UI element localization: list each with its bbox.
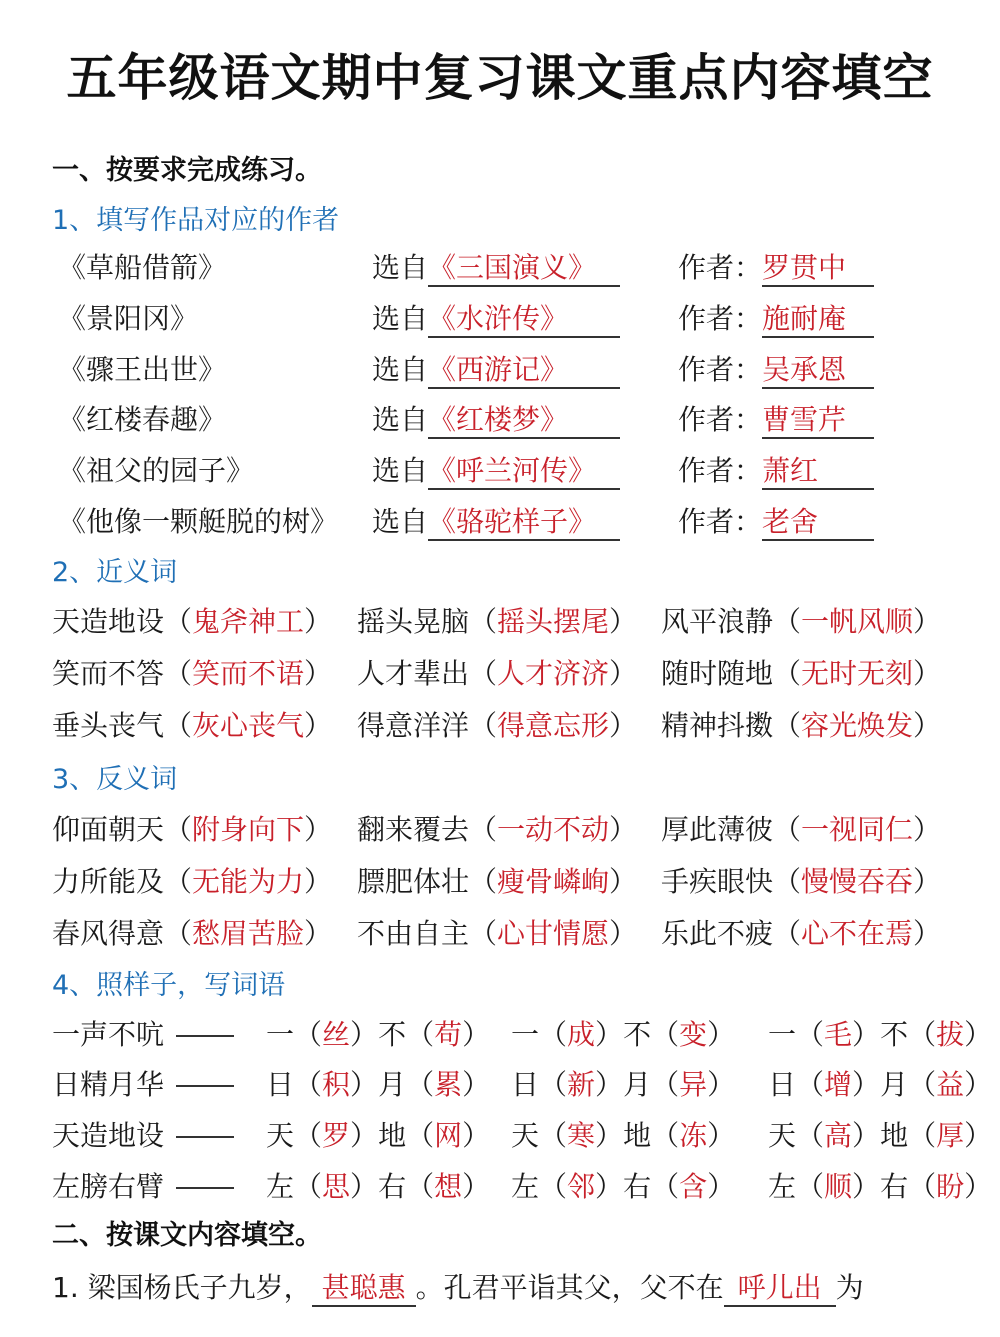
dash-line — [176, 1187, 234, 1189]
answer-char-2: 拔 — [936, 1018, 965, 1051]
close-paren: ） — [595, 1119, 624, 1152]
pattern-answer — [266, 1114, 490, 1154]
word-question: 力所能及 — [52, 865, 165, 898]
fixed-char-2: 右 — [378, 1170, 407, 1203]
word-pair — [357, 808, 637, 848]
open-paren: （ — [164, 709, 193, 742]
close-paren: ） — [304, 657, 333, 690]
word-answer: 附身向下 — [192, 813, 305, 846]
open-paren: （ — [164, 605, 193, 638]
pattern-answer — [511, 1165, 735, 1205]
fixed-char-1: 日 — [511, 1068, 540, 1101]
author-label: 作者： — [678, 505, 763, 538]
word-answer: 摇头摆尾 — [497, 605, 610, 638]
open-paren: （ — [294, 1170, 323, 1203]
open-paren: （ — [773, 657, 802, 690]
open-paren: （ — [469, 813, 498, 846]
open-paren: （ — [294, 1018, 323, 1051]
pattern-example — [52, 1114, 246, 1154]
word-question: 风平浪静 — [661, 605, 774, 638]
answer-char-2: 盼 — [936, 1170, 965, 1203]
pattern-answer — [768, 1165, 992, 1205]
word-pair — [661, 704, 941, 744]
close-paren: ） — [964, 1170, 993, 1203]
word-answer: 灰心丧气 — [192, 709, 305, 742]
answer-char-1: 积 — [322, 1068, 351, 1101]
close-paren: ） — [707, 1018, 736, 1051]
answer-char-1: 高 — [824, 1119, 853, 1152]
word-answer: 一动不动 — [497, 813, 610, 846]
open-paren: （ — [469, 657, 498, 690]
word-question: 摇头晃脑 — [357, 605, 470, 638]
answer-char-2: 苟 — [434, 1018, 463, 1051]
close-paren: ） — [707, 1119, 736, 1152]
close-paren: ） — [609, 865, 638, 898]
author-cell — [678, 246, 874, 287]
author-label: 作者： — [678, 353, 763, 386]
section1-heading: 一、按要求完成练习。 — [52, 155, 322, 186]
close-paren: ） — [913, 813, 942, 846]
word-answer: 无能为力 — [192, 865, 305, 898]
close-paren: ） — [609, 813, 638, 846]
close-paren: ） — [595, 1170, 624, 1203]
author-row — [0, 246, 1000, 286]
from-label: 选自 — [372, 403, 429, 436]
close-paren: ） — [707, 1068, 736, 1101]
answer-char-1: 寒 — [567, 1119, 596, 1152]
work-title: 《红楼春趣》 — [58, 403, 227, 436]
word-answer: 愁眉苦脸 — [192, 917, 305, 950]
open-paren: （ — [796, 1068, 825, 1101]
source-cell — [372, 500, 620, 541]
open-paren: （ — [651, 1119, 680, 1152]
word-row — [0, 600, 1000, 640]
close-paren: ） — [913, 865, 942, 898]
open-paren: （ — [539, 1119, 568, 1152]
fixed-char-2: 月 — [880, 1068, 909, 1101]
pattern-example — [52, 1165, 246, 1205]
author-row — [0, 398, 1000, 438]
fixed-char-1: 一 — [511, 1018, 540, 1051]
close-paren: ） — [707, 1170, 736, 1203]
fixed-char-1: 日 — [768, 1068, 797, 1101]
author-row — [0, 500, 1000, 540]
close-paren: ） — [350, 1068, 379, 1101]
fixed-char-2: 不 — [378, 1018, 407, 1051]
word-pair — [52, 860, 332, 900]
word-row — [0, 652, 1000, 692]
answer-char-1: 邻 — [567, 1170, 596, 1203]
author-row — [0, 348, 1000, 388]
pattern-answer — [511, 1114, 735, 1154]
close-paren: ） — [913, 709, 942, 742]
author-label: 作者： — [678, 251, 763, 284]
fixed-char-2: 地 — [378, 1119, 407, 1152]
answer-char-1: 思 — [322, 1170, 351, 1203]
source-cell — [372, 348, 620, 389]
word-pair — [357, 652, 637, 692]
open-paren: （ — [406, 1170, 435, 1203]
example-word: 日精月华 — [52, 1068, 165, 1101]
word-answer: 心甘情愿 — [497, 917, 610, 950]
word-pair — [357, 860, 637, 900]
close-paren: ） — [964, 1018, 993, 1051]
open-paren: （ — [651, 1170, 680, 1203]
word-answer: 无时无刻 — [801, 657, 914, 690]
word-question: 精神抖擞 — [661, 709, 774, 742]
close-paren: ） — [595, 1068, 624, 1101]
part2-heading: 2、近义词 — [52, 557, 178, 588]
work-title: 《祖父的园子》 — [58, 454, 255, 487]
close-paren: ） — [304, 605, 333, 638]
open-paren: （ — [164, 865, 193, 898]
word-pair — [661, 652, 941, 692]
word-answer: 慢慢吞吞 — [801, 865, 914, 898]
close-paren: ） — [462, 1018, 491, 1051]
word-question: 不由自主 — [357, 917, 470, 950]
fixed-char-2: 不 — [623, 1018, 652, 1051]
close-paren: ） — [304, 709, 333, 742]
pattern-row — [0, 1063, 1000, 1103]
section2-heading: 二、按课文内容填空。 — [52, 1220, 322, 1251]
close-paren: ） — [350, 1119, 379, 1152]
source-cell — [372, 449, 620, 490]
answer-char-2: 网 — [434, 1119, 463, 1152]
open-paren: （ — [773, 605, 802, 638]
open-paren: （ — [908, 1068, 937, 1101]
open-paren: （ — [796, 1119, 825, 1152]
from-label: 选自 — [372, 251, 429, 284]
word-pair — [52, 808, 332, 848]
part4-heading: 4、照样子，写词语 — [52, 970, 286, 1001]
open-paren: （ — [539, 1018, 568, 1051]
pattern-answer — [768, 1013, 992, 1053]
fixed-char-1: 天 — [511, 1119, 540, 1152]
fill-line — [52, 1266, 864, 1307]
answer-char-1: 成 — [567, 1018, 596, 1051]
example-word: 左膀右臂 — [52, 1170, 165, 1203]
close-paren: ） — [852, 1068, 881, 1101]
author-answer: 罗贯中 — [762, 251, 874, 287]
word-question: 翻来覆去 — [357, 813, 470, 846]
word-question: 手疾眼快 — [661, 865, 774, 898]
answer-char-1: 罗 — [322, 1119, 351, 1152]
author-answer: 施耐庵 — [762, 302, 874, 338]
example-word: 天造地设 — [52, 1119, 165, 1152]
close-paren: ） — [609, 917, 638, 950]
page-title: 五年级语文期中复习课文重点内容填空 — [66, 49, 934, 107]
word-answer: 人才济济 — [497, 657, 610, 690]
word-row — [0, 808, 1000, 848]
answer-char-2: 冻 — [679, 1119, 708, 1152]
word-pair — [52, 912, 332, 952]
fixed-char-2: 地 — [623, 1119, 652, 1152]
book-answer: 《三国演义》 — [428, 251, 620, 287]
pattern-answer — [511, 1063, 735, 1103]
answer-char-2: 变 — [679, 1018, 708, 1051]
open-paren: （ — [164, 917, 193, 950]
pattern-answer — [266, 1165, 490, 1205]
open-paren: （ — [294, 1119, 323, 1152]
word-answer: 得意忘形 — [497, 709, 610, 742]
example-word: 一声不吭 — [52, 1018, 165, 1051]
word-question: 膘肥体壮 — [357, 865, 470, 898]
fill-text-2: 。孔君平诣其父，父不在 — [415, 1271, 724, 1304]
dash-line — [176, 1136, 234, 1138]
answer-char-2: 含 — [679, 1170, 708, 1203]
fixed-char-1: 一 — [266, 1018, 295, 1051]
fixed-char-2: 右 — [623, 1170, 652, 1203]
close-paren: ） — [304, 917, 333, 950]
from-label: 选自 — [372, 454, 429, 487]
pattern-answer — [511, 1013, 735, 1053]
open-paren: （ — [908, 1018, 937, 1051]
from-label: 选自 — [372, 505, 429, 538]
author-cell — [678, 297, 874, 338]
fixed-char-1: 左 — [768, 1170, 797, 1203]
word-question: 仰面朝天 — [52, 813, 165, 846]
word-answer: 瘦骨嶙峋 — [497, 865, 610, 898]
fixed-char-1: 左 — [511, 1170, 540, 1203]
open-paren: （ — [469, 865, 498, 898]
word-answer: 鬼斧神工 — [192, 605, 305, 638]
author-answer: 吴承恩 — [762, 353, 874, 389]
answer-char-2: 厚 — [936, 1119, 965, 1152]
close-paren: ） — [609, 709, 638, 742]
from-label: 选自 — [372, 302, 429, 335]
word-answer: 一帆风顺 — [801, 605, 914, 638]
word-question: 天造地设 — [52, 605, 165, 638]
open-paren: （ — [651, 1018, 680, 1051]
close-paren: ） — [964, 1068, 993, 1101]
answer-char-1: 顺 — [824, 1170, 853, 1203]
word-question: 笑而不答 — [52, 657, 165, 690]
work-title: 《草船借箭》 — [58, 251, 227, 284]
word-answer: 一视同仁 — [801, 813, 914, 846]
source-cell — [372, 297, 620, 338]
dash-line — [176, 1035, 234, 1037]
answer-char-1: 新 — [567, 1068, 596, 1101]
book-answer: 《西游记》 — [428, 353, 620, 389]
close-paren: ） — [609, 657, 638, 690]
word-row — [0, 912, 1000, 952]
close-paren: ） — [462, 1068, 491, 1101]
close-paren: ） — [913, 605, 942, 638]
fill-text-3: 为 — [835, 1271, 864, 1304]
author-label: 作者： — [678, 403, 763, 436]
pattern-answer — [266, 1013, 490, 1053]
open-paren: （ — [773, 917, 802, 950]
pattern-answer — [768, 1063, 992, 1103]
pattern-answer — [266, 1063, 490, 1103]
fixed-char-2: 地 — [880, 1119, 909, 1152]
open-paren: （ — [406, 1018, 435, 1051]
open-paren: （ — [796, 1018, 825, 1051]
work-title: 《骤王出世》 — [58, 353, 227, 386]
pattern-example — [52, 1013, 246, 1053]
fixed-char-1: 左 — [266, 1170, 295, 1203]
word-pair — [661, 912, 941, 952]
answer-char-2: 益 — [936, 1068, 965, 1101]
pattern-row — [0, 1013, 1000, 1053]
source-cell — [372, 246, 620, 287]
close-paren: ） — [595, 1018, 624, 1051]
book-answer: 《骆驼样子》 — [428, 505, 620, 541]
open-paren: （ — [469, 917, 498, 950]
fixed-char-2: 不 — [880, 1018, 909, 1051]
author-cell — [678, 398, 874, 439]
open-paren: （ — [773, 813, 802, 846]
word-pair — [52, 652, 332, 692]
author-cell — [678, 500, 874, 541]
pattern-example — [52, 1063, 246, 1103]
author-label: 作者： — [678, 302, 763, 335]
word-pair — [357, 704, 637, 744]
fixed-char-2: 右 — [880, 1170, 909, 1203]
open-paren: （ — [773, 709, 802, 742]
word-question: 垂头丧气 — [52, 709, 165, 742]
answer-char-1: 丝 — [322, 1018, 351, 1051]
word-pair — [661, 860, 941, 900]
close-paren: ） — [304, 813, 333, 846]
word-row — [0, 704, 1000, 744]
part3-heading: 3、反义词 — [52, 764, 178, 795]
close-paren: ） — [304, 865, 333, 898]
answer-char-1: 毛 — [824, 1018, 853, 1051]
dash-line — [176, 1085, 234, 1087]
book-answer: 《水浒传》 — [428, 302, 620, 338]
open-paren: （ — [539, 1170, 568, 1203]
answer-char-2: 想 — [434, 1170, 463, 1203]
word-question: 得意洋洋 — [357, 709, 470, 742]
pattern-answer — [768, 1114, 992, 1154]
word-question: 人才辈出 — [357, 657, 470, 690]
close-paren: ） — [852, 1170, 881, 1203]
source-cell — [372, 398, 620, 439]
author-answer: 萧红 — [762, 454, 874, 490]
answer-char-2: 累 — [434, 1068, 463, 1101]
close-paren: ） — [462, 1119, 491, 1152]
author-answer: 老舍 — [762, 505, 874, 541]
word-pair — [661, 808, 941, 848]
close-paren: ） — [913, 657, 942, 690]
open-paren: （ — [406, 1068, 435, 1101]
open-paren: （ — [539, 1068, 568, 1101]
close-paren: ） — [913, 917, 942, 950]
author-answer: 曹雪芹 — [762, 403, 874, 439]
work-title: 《景阳冈》 — [58, 302, 199, 335]
close-paren: ） — [964, 1119, 993, 1152]
open-paren: （ — [908, 1119, 937, 1152]
word-pair — [52, 704, 332, 744]
word-pair — [52, 600, 332, 640]
open-paren: （ — [406, 1119, 435, 1152]
author-cell — [678, 449, 874, 490]
close-paren: ） — [852, 1119, 881, 1152]
open-paren: （ — [469, 709, 498, 742]
answer-char-1: 增 — [824, 1068, 853, 1101]
close-paren: ） — [350, 1018, 379, 1051]
pattern-row — [0, 1114, 1000, 1154]
word-pair — [661, 600, 941, 640]
word-question: 厚此薄彼 — [661, 813, 774, 846]
word-answer: 容光焕发 — [801, 709, 914, 742]
work-title: 《他像一颗艇脱的树》 — [58, 505, 339, 538]
open-paren: （ — [796, 1170, 825, 1203]
book-answer: 《呼兰河传》 — [428, 454, 620, 490]
fill-answer-1: 甚聪惠 — [312, 1271, 416, 1307]
close-paren: ） — [852, 1018, 881, 1051]
word-row — [0, 860, 1000, 900]
open-paren: （ — [773, 865, 802, 898]
open-paren: （ — [908, 1170, 937, 1203]
part1-heading: 1、填写作品对应的作者 — [52, 205, 340, 236]
open-paren: （ — [294, 1068, 323, 1101]
fixed-char-2: 月 — [623, 1068, 652, 1101]
author-row — [0, 449, 1000, 489]
open-paren: （ — [651, 1068, 680, 1101]
fixed-char-1: 天 — [768, 1119, 797, 1152]
pattern-row — [0, 1165, 1000, 1205]
fixed-char-1: 天 — [266, 1119, 295, 1152]
word-question: 春风得意 — [52, 917, 165, 950]
open-paren: （ — [469, 605, 498, 638]
open-paren: （ — [164, 813, 193, 846]
book-answer: 《红楼梦》 — [428, 403, 620, 439]
author-label: 作者： — [678, 454, 763, 487]
author-cell — [678, 348, 874, 389]
fixed-char-2: 月 — [378, 1068, 407, 1101]
from-label: 选自 — [372, 353, 429, 386]
answer-char-2: 异 — [679, 1068, 708, 1101]
word-pair — [357, 600, 637, 640]
close-paren: ） — [462, 1170, 491, 1203]
fill-answer-2: 呼儿出 — [724, 1271, 836, 1307]
open-paren: （ — [164, 657, 193, 690]
close-paren: ） — [350, 1170, 379, 1203]
word-answer: 心不在焉 — [801, 917, 914, 950]
word-answer: 笑而不语 — [192, 657, 305, 690]
close-paren: ） — [609, 605, 638, 638]
word-question: 乐此不疲 — [661, 917, 774, 950]
word-pair — [357, 912, 637, 952]
word-question: 随时随地 — [661, 657, 774, 690]
fixed-char-1: 日 — [266, 1068, 295, 1101]
fixed-char-1: 一 — [768, 1018, 797, 1051]
fill-text-1: 1. 梁国杨氏子九岁， — [52, 1271, 312, 1304]
author-row — [0, 297, 1000, 337]
